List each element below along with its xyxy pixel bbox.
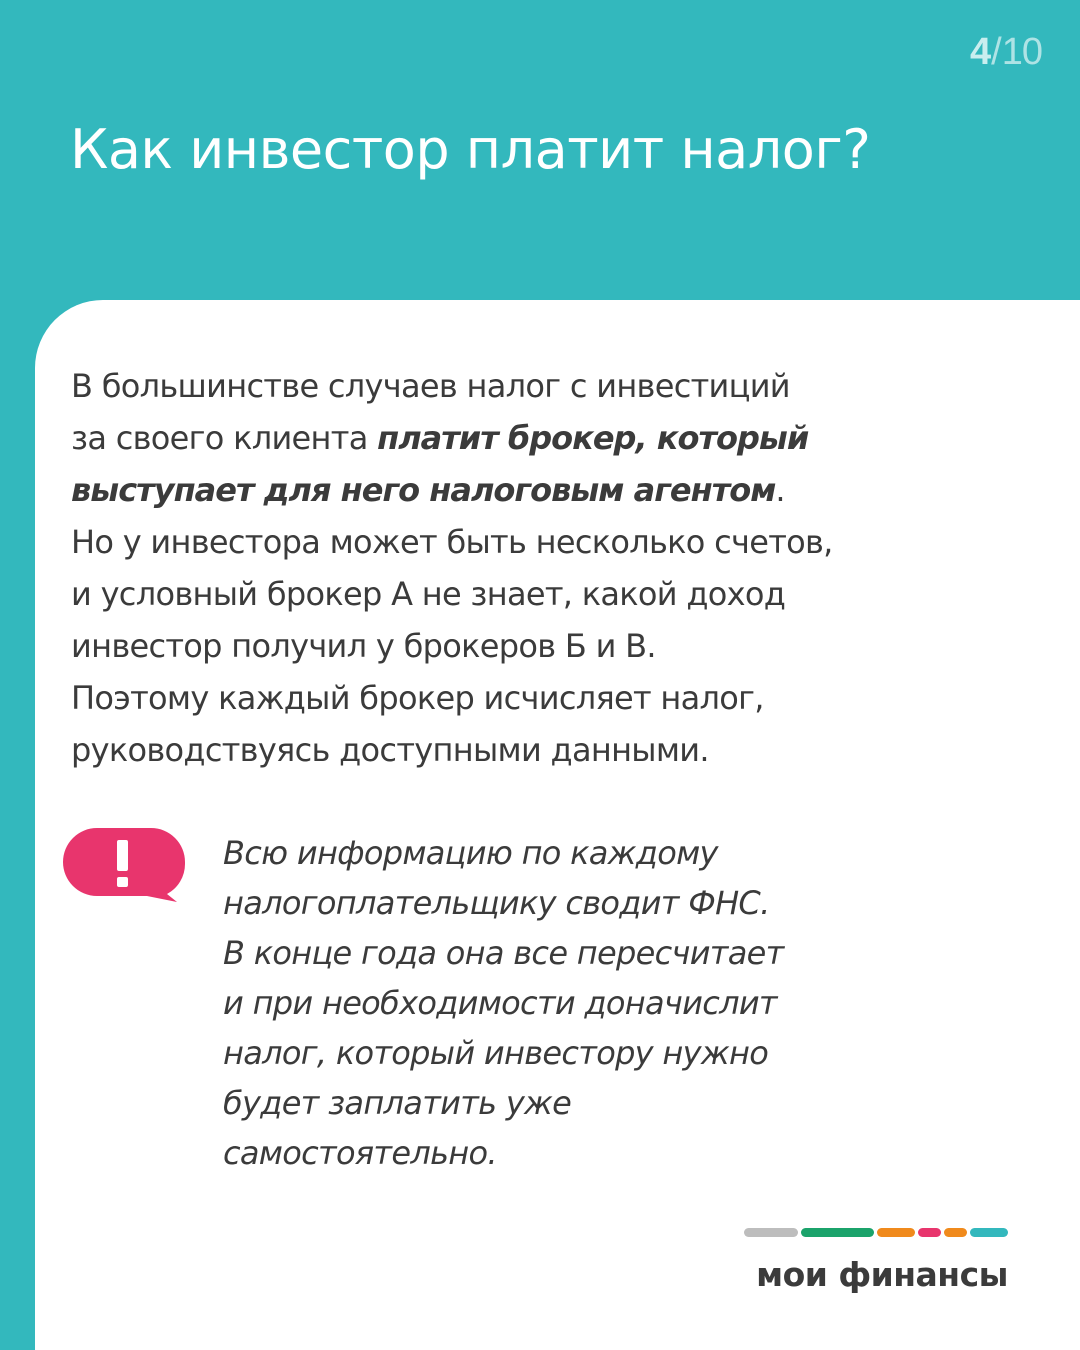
exclamation-speech-bubble-icon	[63, 828, 187, 902]
page-counter-total: 10	[1001, 31, 1042, 73]
note-line: самостоятельно.	[223, 1134, 497, 1172]
body-line: и условный брокер А не знает, какой доход	[71, 575, 786, 613]
page-counter	[970, 30, 1042, 74]
page-counter-separator: /	[991, 31, 1001, 73]
body-line	[71, 412, 1031, 464]
note-line: налог, который инвестору нужно	[223, 1034, 769, 1072]
body-line: Поэтому каждый брокер исчисляет налог,	[71, 679, 764, 717]
body-emphasis: выступает для него налоговым агентом	[71, 471, 776, 509]
body-line-text: за своего клиента	[71, 419, 378, 457]
note-line: будет заплатить уже	[223, 1084, 572, 1122]
brand-bar-segment-green	[801, 1228, 874, 1237]
body-paragraph	[71, 360, 1031, 776]
body-line: руководствуясь доступными данными.	[71, 731, 709, 769]
content-card	[35, 300, 1080, 1350]
body-line-text: .	[775, 471, 785, 509]
body-line: В большинстве случаев налог с инвестиций	[71, 367, 790, 405]
note-line: и при необходимости доначислит	[223, 984, 777, 1022]
brand-logo	[744, 1228, 1008, 1295]
note-line: В конце года она все пересчитает	[223, 934, 784, 972]
body-line: инвестор получил у брокеров Б и В.	[71, 627, 656, 665]
body-line	[71, 464, 1031, 516]
brand-color-bar	[744, 1228, 1008, 1237]
page-title: Как инвестор платит налог?	[70, 118, 871, 181]
body-emphasis: платит брокер, который	[377, 419, 809, 457]
brand-bar-segment-teal	[970, 1228, 1008, 1237]
page-counter-current: 4	[970, 31, 991, 73]
brand-bar-segment-pink	[918, 1228, 941, 1237]
brand-bar-segment-orange	[877, 1228, 915, 1237]
brand-name: мои финансы	[756, 1255, 1008, 1294]
note-paragraph	[223, 828, 1023, 1178]
note-line: налогоплательщику сводит ФНС.	[223, 884, 770, 922]
body-line: Но у инвестора может быть несколько счетов,	[71, 523, 833, 561]
note-line: Всю информацию по каждому	[223, 834, 718, 872]
brand-bar-segment-orange	[944, 1228, 968, 1237]
brand-bar-segment-gray	[744, 1228, 798, 1237]
